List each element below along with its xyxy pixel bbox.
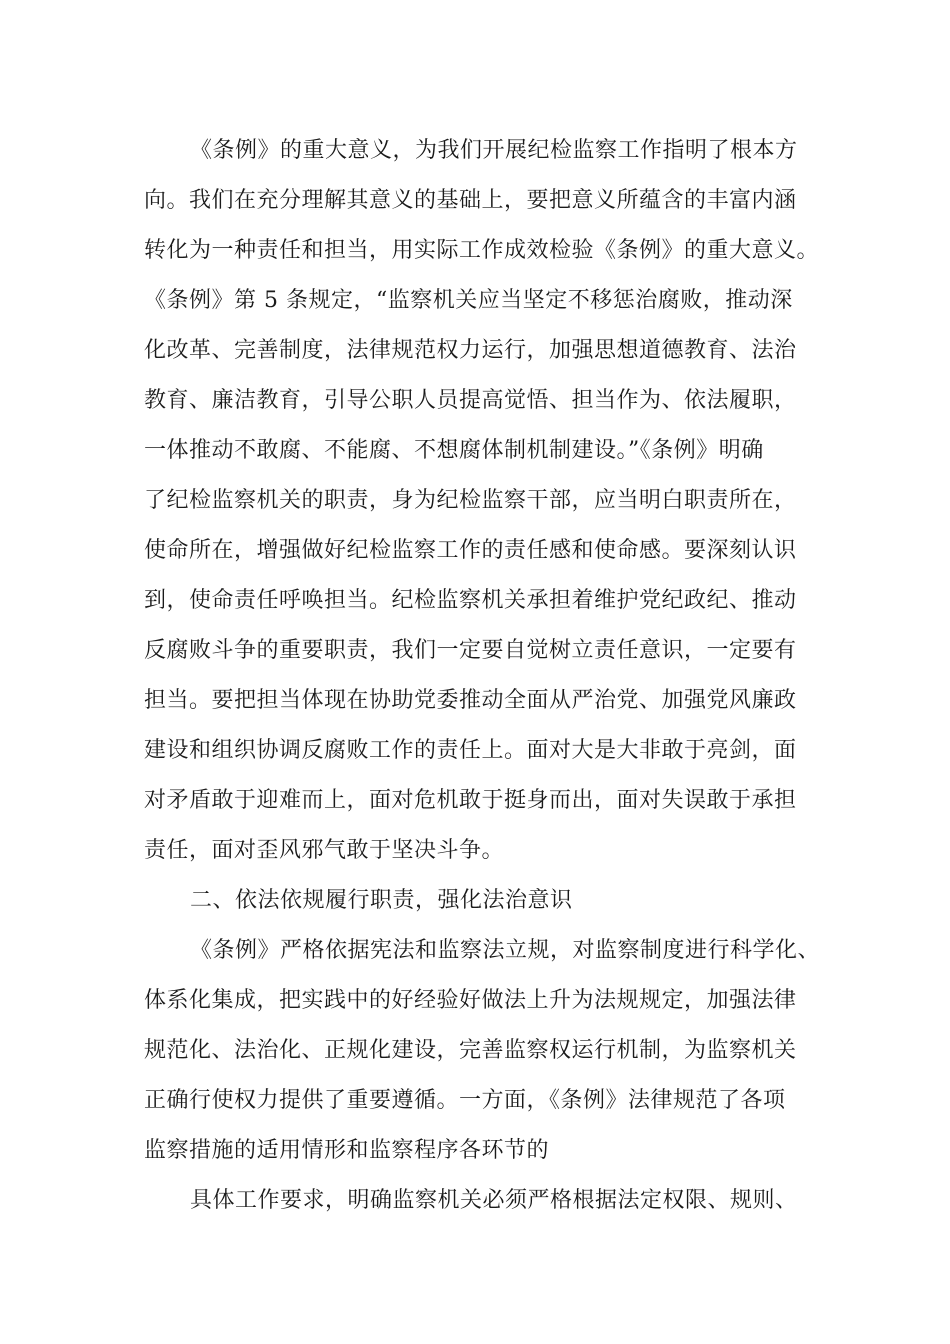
text-line: 体系化集成，把实践中的好经验好做法上升为法规规定，加强法律 [144,988,797,1013]
text-line: 规范化、法治化、正规化建设，完善监察权运行机制，为监察机关 [144,1038,797,1063]
text-line: 一体推动不敢腐、不能腐、不想腐体制机制建设。”《条例》明确 [144,438,764,463]
text-line: 教育、廉洁教育，引导公职人员提高觉悟、担当作为、依法履职， [144,388,797,413]
text-line: 监察措施的适用情形和监察程序各环节的 [144,1138,550,1163]
text-line: 对矛盾敢于迎难而上，面对危机敢于挺身而出，面对失误敢于承担 [144,788,797,813]
section-heading: 二、依法依规履行职责，强化法治意识 [190,888,573,913]
text-line: 反腐败斗争的重要职责，我们一定要自觉树立责任意识，一定要有 [144,638,797,663]
text-line: 责任，面对歪风邪气敢于坚决斗争。 [144,838,505,863]
text-line: 《条例》严格依据宪法和监察法立规，对监察制度进行科学化、 [190,938,821,963]
text-line: 建设和组织协调反腐败工作的责任上。面对大是大非敢于亮剑，面 [144,738,797,763]
text-line: 正确行使权力提供了重要遵循。一方面，《条例》法律规范了各项 [144,1088,786,1113]
text-line: 《条例》第 5 条规定，“监察机关应当坚定不移惩治腐败，推动深 [144,288,793,313]
text-line: 到，使命责任呼唤担当。纪检监察机关承担着维护党纪政纪、推动 [144,588,797,613]
text-line: 具体工作要求，明确监察机关必须严格根据法定权限、规则、 [190,1188,798,1213]
text-line: 《条例》的重大意义，为我们开展纪检监察工作指明了根本方 [190,138,798,163]
text-line: 了纪检监察机关的职责，身为纪检监察干部，应当明白职责所在， [144,488,797,513]
text-line: 转化为一种责任和担当，用实际工作成效检验《条例》的重大意义。 [144,238,820,263]
text-line: 化改革、完善制度，法律规范权力运行，加强思想道德教育、法治 [144,338,797,363]
text-line: 使命所在，增强做好纪检监察工作的责任感和使命感。要深刻认识 [144,538,797,563]
text-line: 向。我们在充分理解其意义的基础上，要把意义所蕴含的丰富内涵 [144,188,797,213]
text-line: 担当。要把担当体现在协助党委推动全面从严治党、加强党风廉政 [144,688,797,713]
